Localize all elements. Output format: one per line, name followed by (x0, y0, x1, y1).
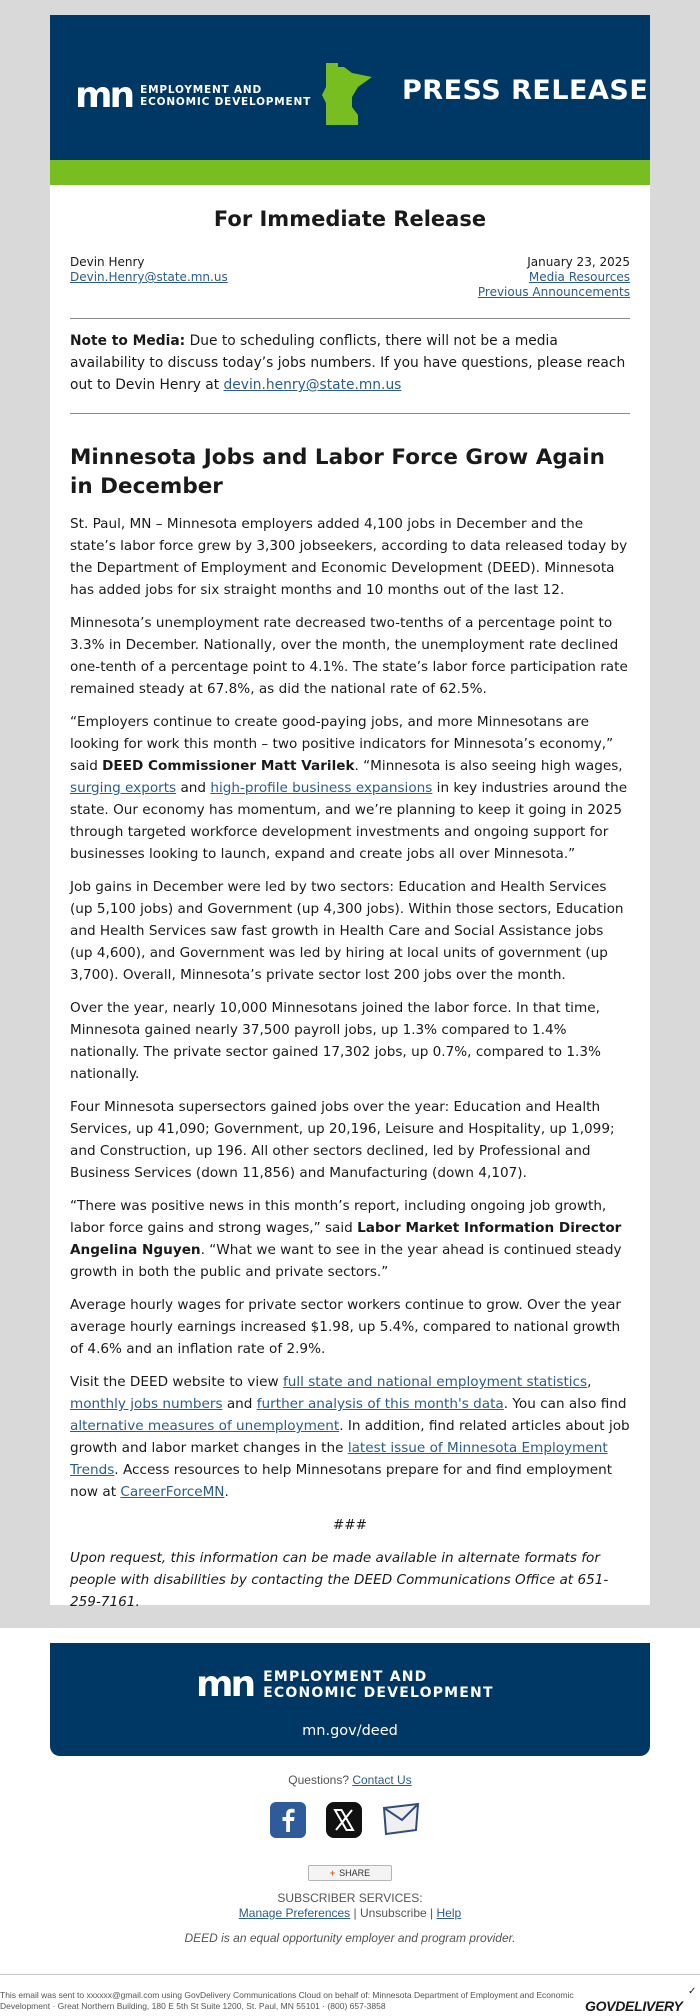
release-meta (478, 255, 630, 300)
paragraph: Job gains in December were led by two sectors: Education and Health Services (up 5,100 jobs) and Government (up 4,300 jobs). Within those sectors, Education and Health Services saw fast growth in Health Care and Social Assistance jobs (up 4,600), and Government was led by hiring at local units of government (up 3,700). Overall, Minnesota’s private sector lost 200 jobs over the month. (70, 879, 624, 983)
commissioner-name: DEED Commissioner Matt Varilek (102, 758, 355, 774)
note-to-media (70, 330, 630, 396)
help-link[interactable]: Help (436, 1906, 462, 1920)
article-body (70, 513, 630, 1624)
email-card (50, 15, 650, 1610)
employment-statistics-link[interactable]: full state and national employment statistics (282, 1374, 588, 1390)
paragraph: Minnesota’s unemployment rate decreased two-tenths of a percentage point to 3.3% in December. Nationally, over the month, the unemployment rate declined one-tenth of a percentage point to 4.1%. The state’s labor force participation rate remained steady at 67.8%, as did the national rate of 62.5%. (70, 615, 628, 697)
note-email-link[interactable]: devin.henry@state.mn.us (223, 377, 402, 393)
facebook-icon[interactable] (270, 1802, 306, 1838)
careerforcemn-link[interactable]: CareerForceMN (120, 1484, 225, 1500)
share-button[interactable]: + SHARE (308, 1865, 392, 1881)
paragraph: “Employers continue to create good-paying jobs, and more Minnesotans are looking for work this month – two positive indicators for Minnesota’s economy,” said DEED Commissioner Matt Varilek. “Minnesota is also seeing high wages, surging exports and high-profile business expansions in key industries around the state. Our economy has momentum, and we’re planning to keep it going in 2025 through targeted workforce development investments and ongoing support for businesses looking to launch, expand and create jobs all over Minnesota.” (70, 714, 628, 862)
further-analysis-link[interactable]: further analysis of this month's data (256, 1396, 504, 1412)
previous-announcements-link[interactable]: Previous Announcements (477, 285, 630, 299)
manage-preferences-link[interactable]: Manage Preferences (238, 1906, 351, 1920)
divider (70, 413, 630, 414)
divider (0, 1974, 700, 1975)
logo-line-2: ECONOMIC DEVELOPMENT (140, 96, 312, 108)
govdelivery-notice: This email was sent to xxxxxx@gmail.com using GovDelivery Communications Cloud on behalf of: Minnesota Department of Employment and Economic Development · Great Northern Building, 180 E 5th St Suite 1200, St. Paul, MN 55101 · (800) 657-3858 (0, 1990, 574, 2011)
paragraph: “There was positive news in this month’s report, including ongoing job growth, labor force gains and strong wages,” said Labor Market Information Director Angelina Nguyen. “What we want to see in the year ahead is continued steady growth in both the public and private sectors.” (70, 1198, 622, 1280)
x-icon[interactable] (326, 1802, 362, 1838)
note-label: Note to Media: (70, 333, 186, 349)
contact-us-link[interactable]: Contact Us (352, 1773, 412, 1787)
article-headline: Minnesota Jobs and Labor Force Grow Again in December (70, 445, 605, 499)
unsubscribe-link[interactable]: Unsubscribe (360, 1906, 427, 1920)
mn-logo-mark: mn (196, 1664, 254, 1705)
business-expansions-link[interactable]: high-profile business expansions (210, 780, 433, 796)
end-mark: ### (332, 1517, 368, 1533)
paragraph: Visit the DEED website to view full state and national employment statistics, monthly jobs numbers and further analysis of this month's data. You can also find alternative measures of unemployment. In addition, find related articles about job growth and labor market changes in the latest issue of Minnesota Employment Trends. Access resources to help Minnesotans prepare for and find employment now at CareerForceMN. (70, 1374, 630, 1500)
paragraph: St. Paul, MN – Minnesota employers added 4,100 jobs in December and the state’s labor force grew by 3,300 jobseekers, according to data released today by the Department of Employment and Economic Development (DEED). Minnesota has added jobs for six straight months and 10 months out of the last 12. (70, 516, 628, 598)
paragraph: Over the year, nearly 10,000 Minnesotans joined the labor force. In that time, Minnesota gained nearly 37,500 payroll jobs, up 1.3% compared to 1.4% nationally. The private sector gained 17,302 jobs, up 0.7%, compared to 1.3% nationally. (70, 1000, 601, 1082)
subscriber-services: SUBSCRIBER SERVICES: Manage Preferences | Unsubscribe | Help (0, 1891, 700, 1921)
social-icons (270, 1802, 420, 1838)
employment-trends-link[interactable]: latest issue of Minnesota Employment Trends (70, 1440, 608, 1478)
logo-org-name (263, 1669, 494, 1701)
accent-bar (50, 160, 650, 185)
email-icon[interactable] (382, 1802, 420, 1838)
footer-url[interactable]: mn.gov/deed (302, 1723, 398, 1739)
accessibility-disclaimer: Upon request, this information can be made available in alternate formats for people with disabilities by contacting the DEED Communications Office at 651-259-7161. (70, 1550, 609, 1610)
mn-logo-mark: mn (75, 75, 133, 116)
paragraph: Average hourly wages for private sector workers continue to grow. Over the year average hourly earnings increased $1.98, up 5.4%, compared to national growth of 4.6% and an inflation rate of 2.9%. (70, 1297, 622, 1357)
eoe-statement: DEED is an equal opportunity employer and program provider. (184, 1931, 516, 1945)
deed-logo[interactable] (75, 75, 312, 116)
header-banner (50, 15, 650, 160)
note-text: Due to scheduling conflicts, there will not be a media availability to discuss today’s jobs numbers. If you have questions, please reach out to Devin Henry at (70, 333, 626, 393)
media-resources-link[interactable]: Media Resources (528, 270, 630, 284)
logo-org-name (140, 84, 311, 108)
surging-exports-link[interactable]: surging exports (70, 780, 177, 796)
contact-name: Devin Henry (70, 255, 145, 269)
govdelivery-logo[interactable]: GOVDELIVERY (585, 1998, 683, 2014)
footer-deed-logo[interactable] (196, 1664, 494, 1705)
minnesota-state-icon (322, 63, 372, 125)
logo-line-1: EMPLOYMENT AND (140, 84, 262, 96)
logo-line-1: EMPLOYMENT AND (263, 1669, 428, 1685)
logo-line-2: ECONOMIC DEVELOPMENT (263, 1685, 494, 1701)
contact-info (70, 255, 228, 285)
divider (70, 318, 630, 319)
checkmark-icon: ✓ (688, 1986, 697, 1997)
paragraph: Four Minnesota supersectors gained jobs over the year: Education and Health Services, up 41,090; Government, up 20,196, Leisure and Hospitality, up 1,099; and Construction, up 196. All other sectors declined, led by Professional and Business Services (down 11,856) and Manufacturing (down 4,107). (70, 1099, 615, 1181)
release-title: For Immediate Release (213, 207, 487, 231)
footer-banner (50, 1643, 650, 1756)
release-date: January 23, 2025 (527, 255, 630, 269)
subscriber-services-label: SUBSCRIBER SERVICES: (277, 1891, 423, 1905)
press-release-title: PRESS RELEASE (402, 75, 649, 106)
alternative-measures-link[interactable]: alternative measures of unemployment (70, 1418, 340, 1434)
plus-icon: + (329, 1868, 336, 1878)
monthly-jobs-link[interactable]: monthly jobs numbers (70, 1396, 223, 1412)
questions-line: Questions? Contact Us (288, 1773, 412, 1787)
contact-email-link[interactable]: Devin.Henry@state.mn.us (70, 270, 228, 284)
director-name: Labor Market Information Director Angelina Nguyen (70, 1220, 622, 1258)
